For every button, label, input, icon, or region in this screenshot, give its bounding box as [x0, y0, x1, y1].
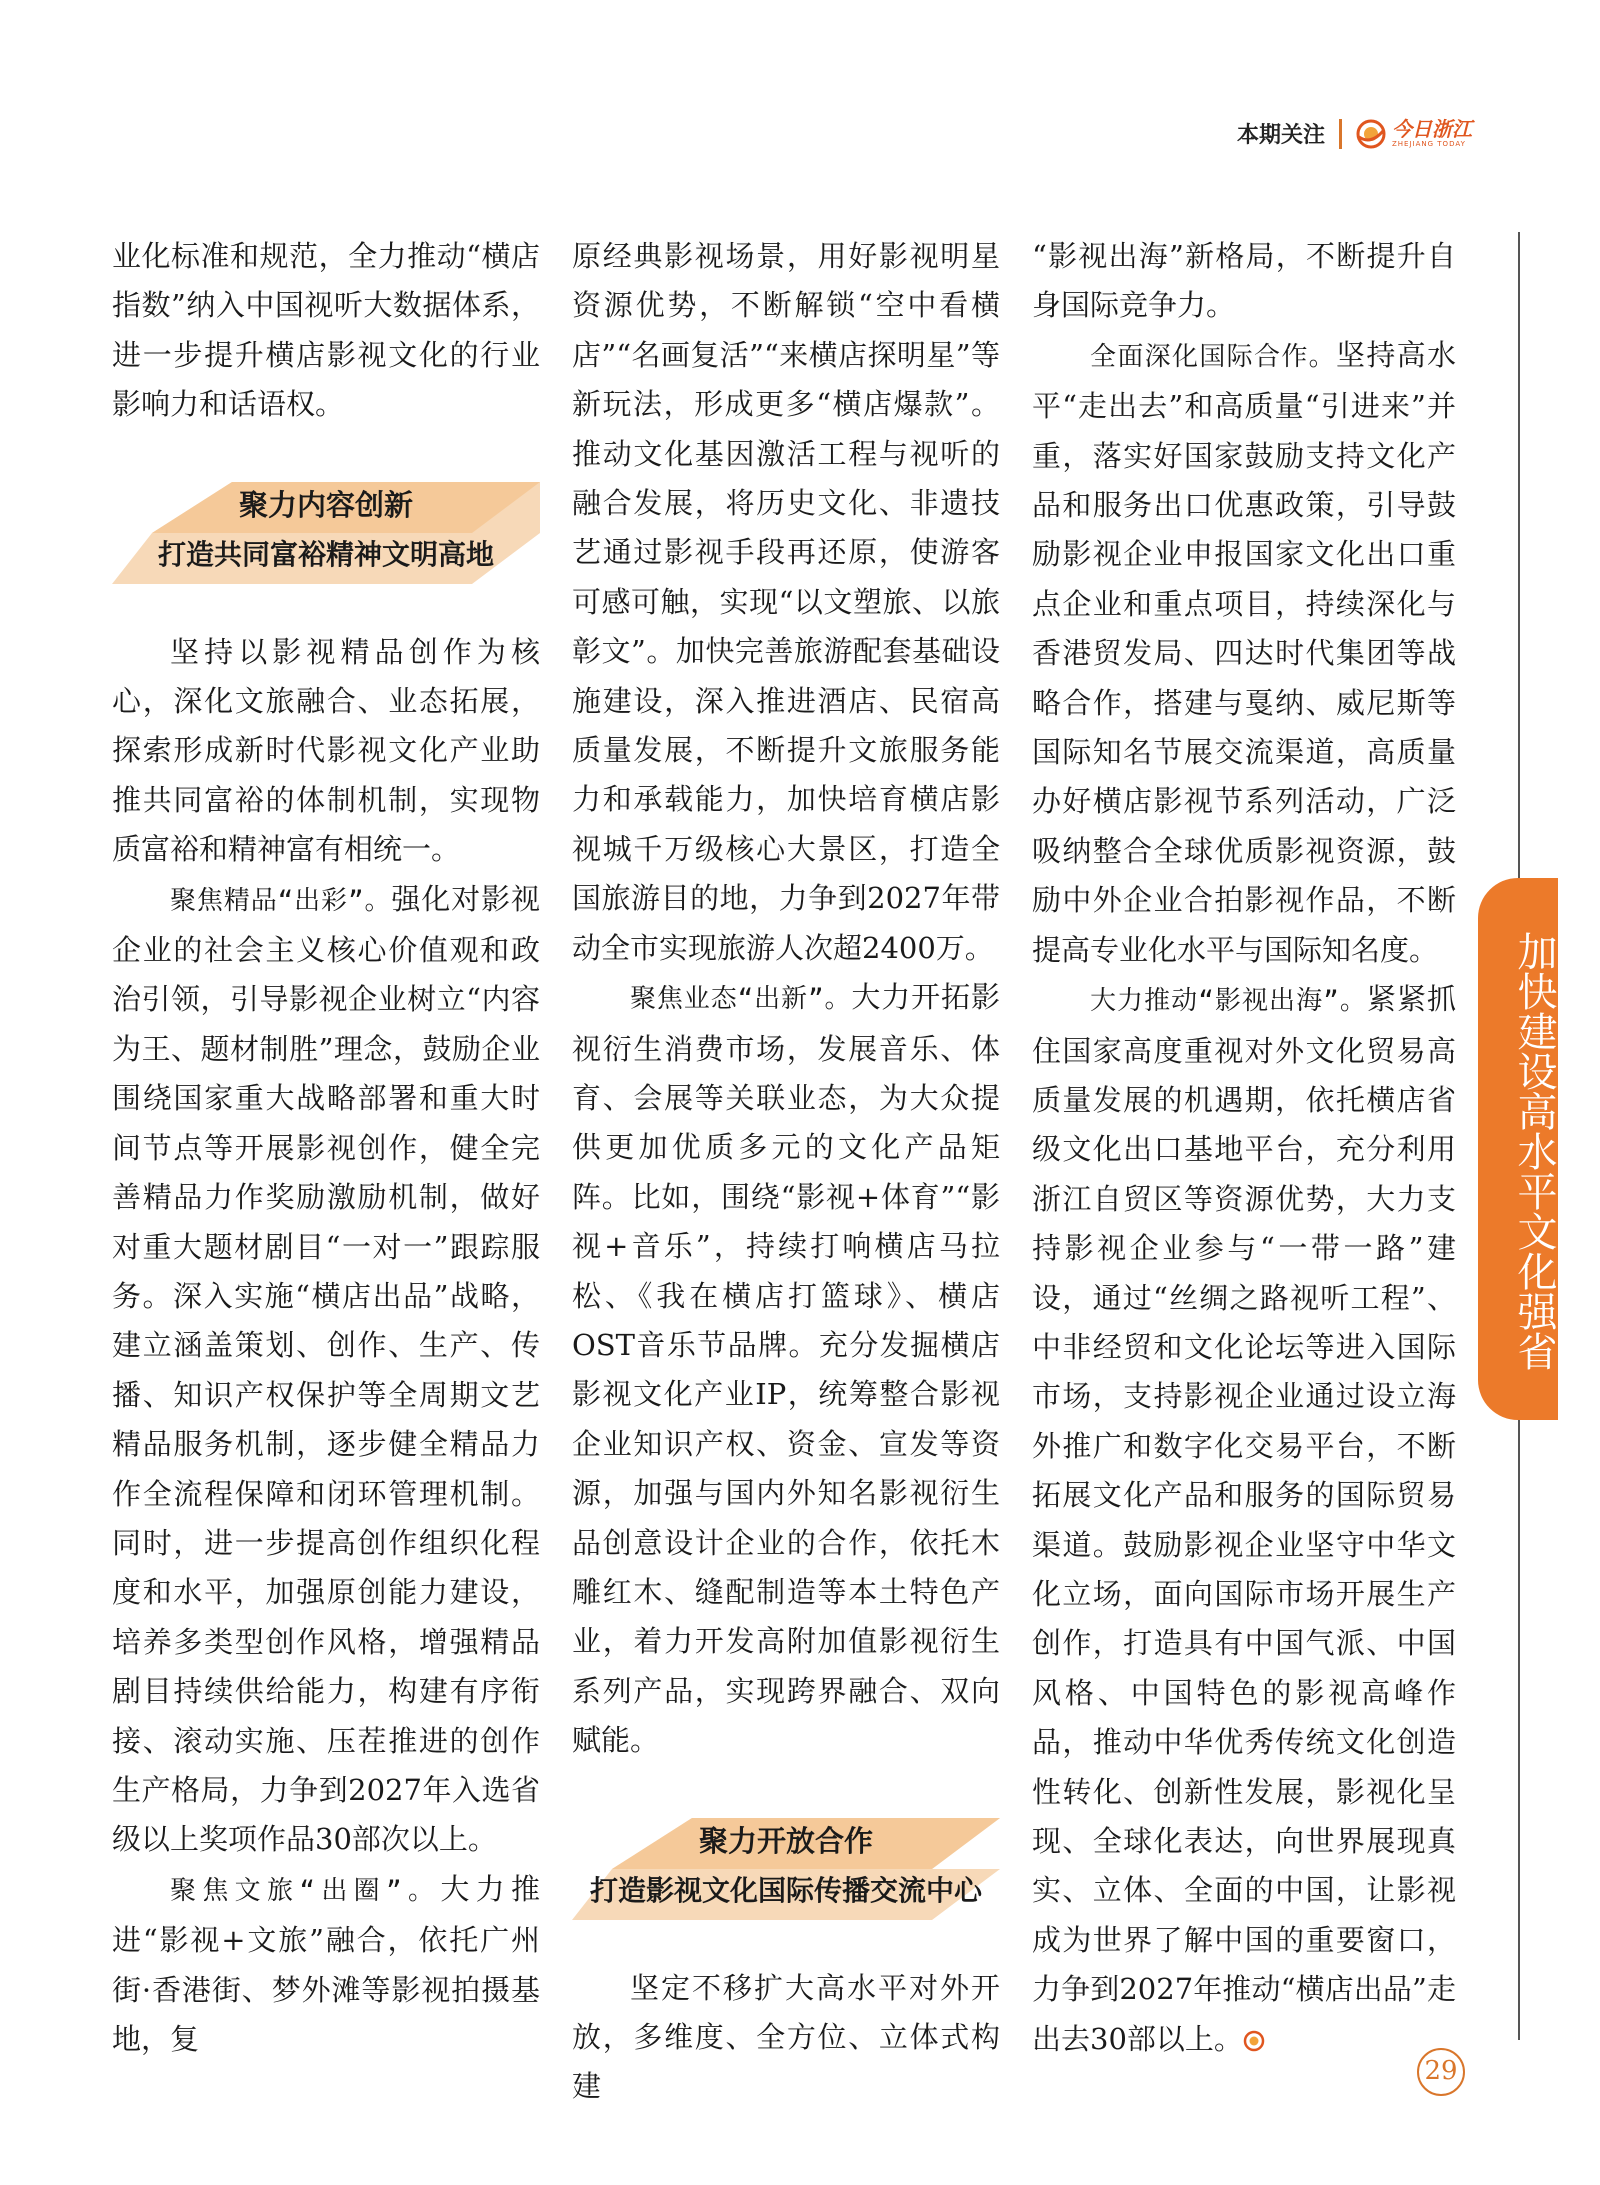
- paragraph-body: 紧紧抓住国家高度重视对外文化贸易高质量发展的机遇期，依托横店省级文化出口基地平台，充分利用浙江自贸区等资源优势，大力支持影视企业参与“一带一路”建设，通过“丝绸之路视听工程”、中非经贸和文化论坛等进入国际市场，支持影视企业通过设立海外推广和数字化交易平台，不断拓展文化产品和服务的国际贸易渠道。鼓励影视企业坚守中华文化立场，面向国际市场开展生产创作，打造具有中国气派、中国风格、中国特色的影视高峰作品，推动中华优秀传统文化创造性转化、创新性发展，影视化呈现、全球化表达，向世界展现真实、立体、全面的中国，让影视成为世界了解中国的重要窗口，力争到2027年推动“横店出品”走出去30部以上。: [1032, 982, 1456, 2056]
- logo-chinese-text: 今日浙江: [1392, 117, 1472, 141]
- column-3: [1032, 232, 1456, 2064]
- logo-english-text: ZHEJIANG TODAY: [1392, 140, 1466, 148]
- column-2: [572, 232, 1000, 2112]
- heading-title: 聚力开放合作: [698, 1823, 873, 1858]
- heading-subtitle: 打造影视文化国际传播交流中心: [589, 1873, 982, 1907]
- paragraph-body: 大力开拓影视衍生消费市场，发展音乐、体育、会展等关联业态，为大众提供更加优质多元的文化产品矩阵。比如，围绕“影视+体育”“影视+音乐”，持续打响横店马拉松、《我在横店打篮球》、横店OST音乐节品牌。充分发掘横店影视文化产业IP，统筹整合影视企业知识产权、资金、宣发等资源，加强与国内外知名影视衍生品创意设计企业的合作，依托木雕红木、缝配制造等本土特色产业，着力开发高附加值影视衍生系列产品，实现跨界融合、双向赋能。: [572, 980, 1000, 1758]
- heading-subtitle: 打造共同富裕精神文明高地: [157, 537, 494, 571]
- paragraph-lead: 聚焦业态“出新”。: [630, 984, 852, 1015]
- page-header: [1237, 118, 1472, 149]
- end-of-article-icon: [1243, 2030, 1265, 2052]
- paragraph: [112, 875, 540, 1865]
- heading-title: 聚力内容创新: [238, 487, 413, 522]
- section-side-tab: [1478, 878, 1558, 1420]
- paragraph: [1032, 331, 1456, 975]
- margin-rule-bottom: [1518, 1420, 1520, 2040]
- paragraph: 坚定不移扩大高水平对外开放，多维度、全方位、立体式构建: [572, 1970, 1000, 2104]
- page-number: 29: [1417, 2048, 1465, 2096]
- header-divider: [1339, 119, 1342, 149]
- side-tab-title: 加快建设高水平文化强省: [1511, 931, 1557, 1371]
- paragraph-body: 坚持高水平“走出去”和高质量“引进来”并重，落实好国家鼓励支持文化产品和服务出口优惠政策，引导鼓励影视企业申报国家文化出口重点企业和重点项目，持续深化与香港贸发局、四达时代集团等战略合作，搭建与戛纳、威尼斯等国际知名节展交流渠道，高质量办好横店影视节系列活动，广泛吸纳整合全球优质影视资源，鼓励中外企业合拍影视作品，不断提高专业化水平与国际知名度。: [1032, 337, 1456, 967]
- section-heading-open-cooperation: [572, 1818, 1000, 1920]
- paragraph-lead: 全面深化国际合作。: [1090, 341, 1336, 372]
- paragraph: “影视出海”新格局，不断提升自身国际竞争力。: [1032, 239, 1456, 323]
- paragraph-body: 强化对影视企业的社会主义核心价值观和政治引领，引导影视企业树立“内容为王、题材制胜”理念，鼓励企业围绕国家重大战略部署和重大时间节点等开展影视创作，健全完善精品力作奖励激励机制，做好对重大题材剧目“一对一”跟踪服务。深入实施“横店出品”战略，建立涵盖策划、创作、生产、传播、知识产权保护等全周期文艺精品服务机制，逐步健全精品力作全流程保障和闭环管理机制。同时，进一步提高创作组织化程度和水平，加强原创能力建设，培养多类型创作风格，增强精品剧目持续供给能力，构建有序衔接、滚动实施、压茬推进的创作生产格局，力争到2027年入选省级以上奖项作品30部次以上。: [112, 881, 540, 1857]
- section-heading-content-innovation: [112, 482, 540, 584]
- paragraph-lead: 大力推动“影视出海”。: [1090, 986, 1367, 1017]
- section-label: 本期关注: [1236, 123, 1325, 148]
- paragraph: 业化标准和规范，全力推动“横店指数”纳入中国视听大数据体系，进一步提升横店影视文化的行业影响力和话语权。: [112, 239, 540, 422]
- paragraph: [1032, 975, 1456, 2064]
- paragraph-lead: 聚焦精品“出彩”。: [170, 885, 392, 916]
- paragraph-body: 大力推进“影视+文旅”融合，依托广州街·香港街、梦外滩等影视拍摄基地，复: [112, 1871, 540, 2056]
- paragraph: [572, 973, 1000, 1766]
- margin-rule-top: [1518, 232, 1520, 878]
- magazine-logo: [1356, 119, 1472, 149]
- paragraph: [112, 1865, 540, 2065]
- logo-swirl-icon: [1356, 119, 1386, 149]
- column-1: [112, 232, 540, 2064]
- paragraph: 原经典影视场景，用好影视明星资源优势，不断解锁“空中看横店”“名画复活”“来横店探明星”等新玩法，形成更多“横店爆款”。推动文化基因激活工程与视听的融合发展，将历史文化、非遗技艺通过影视手段再还原，使游客可感可触，实现“以文塑旅、以旅彰文”。加快完善旅游配套基础设施建设，深入推进酒店、民宿高质量发展，不断提升文旅服务能力和承载能力，加快培育横店影视城千万级核心大景区，打造全国旅游目的地，力争到2027年带动全市实现旅游人次超2400万。: [572, 239, 1000, 965]
- paragraph-lead: 聚焦文旅“出圈”。: [170, 1875, 441, 1906]
- paragraph: 坚持以影视精品创作为核心，深化文旅融合、业态拓展，探索形成新时代影视文化产业助推共同富裕的体制机制，实现物质富裕和精神富有相统一。: [112, 634, 540, 867]
